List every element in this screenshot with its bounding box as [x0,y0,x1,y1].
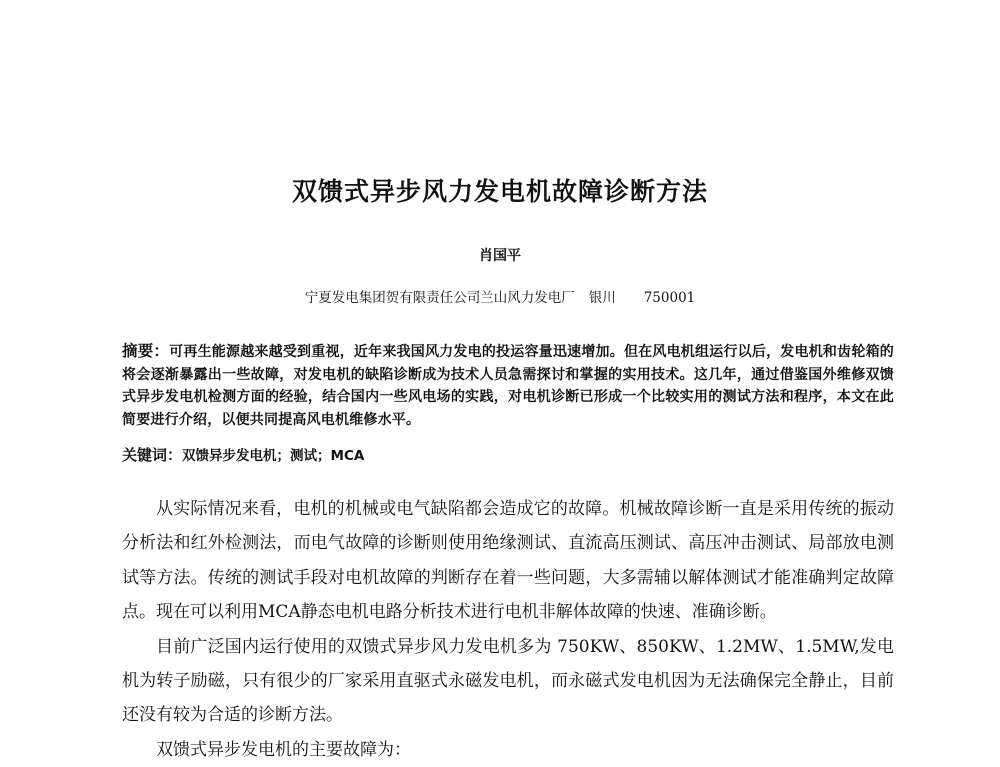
abstract-text: 可再生能源越来越受到重视，近年来我国风力发电的投运容量迅速增加。但在风电机组运行以后，发电机和齿轮箱的将会逐渐暴露出一些故障，对发电机的缺陷诊断成为技术人员急需探讨和掌握的实用技术。这几年，通过借鉴国外维修双馈式异步发电机检测方面的经验，结合国内一些风电场的实践，对电机诊断已形成一个比较实用的测试方法和程序，本文在此简要进行介绍，以便共同提高风电机维修水平。 [122,344,894,428]
body-paragraph: 从实际情况来看，电机的机械或电气缺陷都会造成它的故障。机械故障诊断一直是采用传统的振动分析法和红外检测法，而电气故障的诊断则使用绝缘测试、直流高压测试、高压冲击测试、局部放电测试等方法。传统的测试手段对电机故障的判断存在着一些问题，大多需辅以解体测试才能准确判定故障点。现在可以利用MCA静态电机电路分析技术进行电机非解体故障的快速、准确诊断。 [122,499,894,623]
keywords-text: 双馈异步发电机；测试；MCA [182,448,365,464]
author-name: 肖国平 [479,248,521,264]
abstract [122,340,894,431]
body-paragraph: 目前广泛国内运行使用的双馈式异步风力发电机多为 750KW、850KW、1.2MW、1.5MW,发电机为转子励磁，只有很少的厂家采用直驱式永磁发电机，而永磁式发电机因为无法确保完全静止，目前还没有较为合适的诊断方法。 [122,636,894,726]
body-text [122,492,894,767]
keywords [122,444,894,467]
author-affiliation [0,287,1000,309]
abstract-label: 摘要： [122,342,170,360]
affiliation-organization: 宁夏发电集团贺有限责任公司兰山风力发电厂 [304,290,575,306]
affiliation-city: 银川 [588,290,616,306]
keywords-label: 关键词： [122,446,183,464]
affiliation-postcode: 750001 [643,290,696,306]
body-paragraph: 双馈式异步发电机的主要故障为： [156,739,411,760]
paper-title: 双馈式异步风力发电机故障诊断方法 [291,177,708,206]
